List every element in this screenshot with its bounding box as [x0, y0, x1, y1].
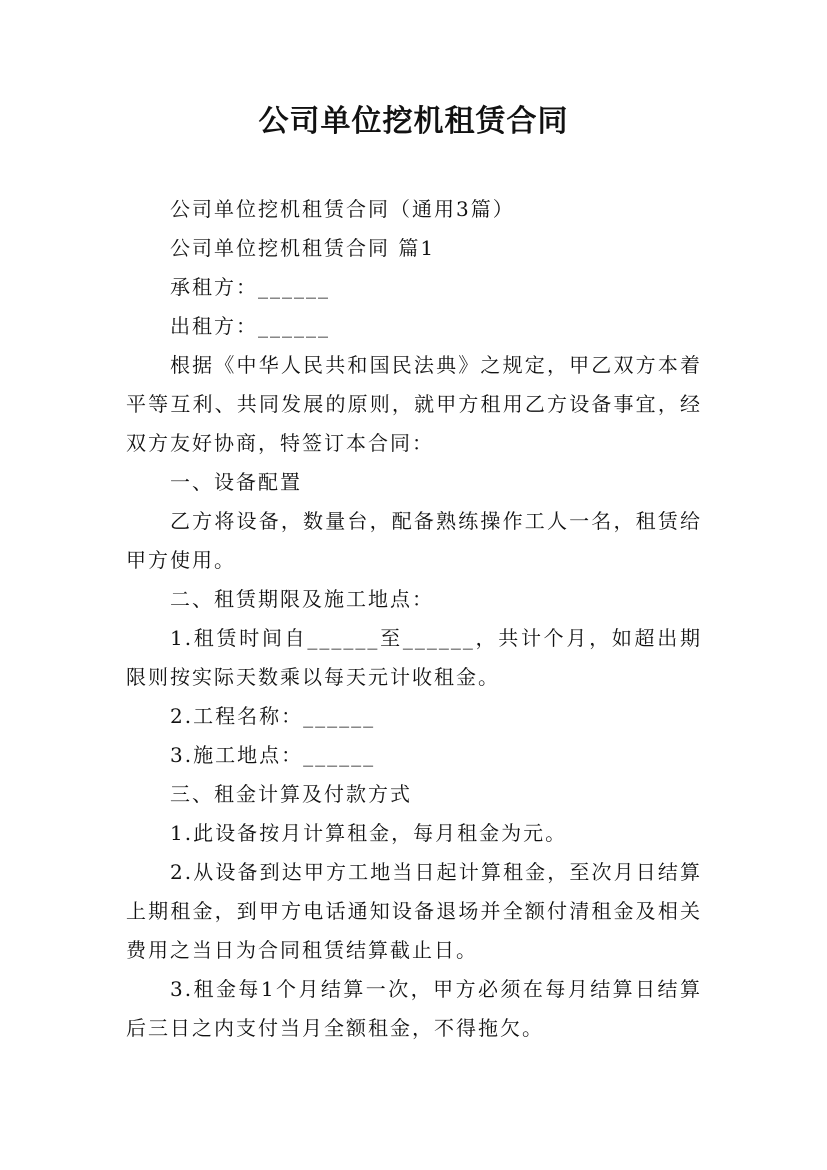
paragraph: 2.从设备到达甲方工地当日起计算租金，至次月日结算上期租金，到甲方电话通知设备退场并全额付清租金及相关费用之当日为合同租赁结算截止日。	[126, 860, 702, 962]
paragraph: 出租方：______	[170, 314, 330, 338]
document-body	[126, 190, 702, 1048]
paragraph: 承租方：______	[170, 275, 330, 299]
paragraph: 1.此设备按月计算租金，每月租金为元。	[170, 821, 568, 845]
paragraph: 公司单位挖机租赁合同（通用3篇）	[170, 197, 515, 221]
paragraph: 一、设备配置	[170, 470, 302, 494]
paragraph: 3.租金每1个月结算一次，甲方必须在每月结算日结算后三日之内支付当月全额租金，不得拖欠。	[126, 977, 702, 1040]
paragraph: 公司单位挖机租赁合同 篇1	[170, 236, 436, 260]
paragraph: 根据《中华人民共和国民法典》之规定，甲乙双方本着平等互利、共同发展的原则，就甲方租用乙方设备事宜，经双方友好协商，特签订本合同：	[126, 353, 702, 455]
document-title: 公司单位挖机租赁合同	[258, 104, 569, 139]
paragraph: 二、租赁期限及施工地点：	[170, 587, 434, 611]
paragraph: 三、租金计算及付款方式	[170, 782, 412, 806]
paragraph: 1.租赁时间自______至______，共计个月，如超出期限则按实际天数乘以每天元计收租金。	[126, 626, 702, 689]
paragraph: 乙方将设备，数量台，配备熟练操作工人一名，租赁给甲方使用。	[126, 509, 702, 572]
paragraph: 2.工程名称：______	[170, 704, 376, 728]
paragraph: 3.施工地点：______	[170, 743, 376, 767]
